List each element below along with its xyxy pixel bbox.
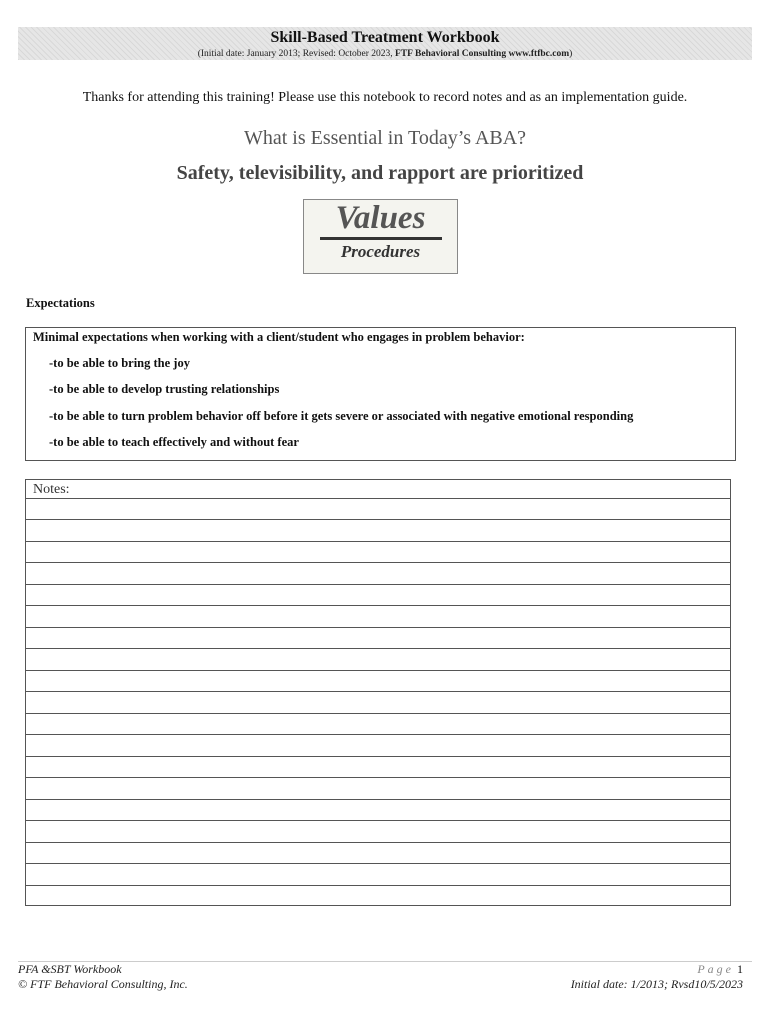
footer-right	[571, 962, 743, 992]
note-line	[26, 842, 730, 843]
footer-left	[18, 962, 188, 992]
expectations-lead: Minimal expectations when working with a client/student who engages in problem behavior:	[33, 330, 525, 344]
note-line	[26, 648, 730, 649]
footer-workbook-name: PFA &SBT Workbook	[18, 962, 122, 976]
note-line	[26, 734, 730, 735]
expectation-item: -to be able to bring the joy	[49, 356, 190, 370]
page-label: Page	[697, 962, 734, 976]
note-line	[26, 777, 730, 778]
expectations-box	[25, 327, 736, 461]
note-line	[26, 885, 730, 886]
note-line	[26, 541, 730, 542]
workbook-title: Skill-Based Treatment Workbook	[270, 29, 500, 46]
section-answer: Safety, televisibility, and rapport are prioritized	[176, 162, 584, 184]
note-line	[26, 627, 730, 628]
intro-text: Thanks for attending this training! Please use this notebook to record notes and as an implementation guide.	[82, 90, 688, 105]
notes-area[interactable]	[25, 479, 731, 906]
note-line	[26, 691, 730, 692]
procedures-label: Procedures	[340, 242, 421, 261]
expectation-item: -to be able to develop trusting relationships	[49, 382, 280, 396]
note-line	[26, 713, 730, 714]
expectation-item: -to be able to turn problem behavior off before it gets severe or associated with negative emotional responding	[49, 409, 634, 423]
page-indicator	[571, 962, 743, 977]
notes-label: Notes:	[33, 482, 70, 497]
subtitle-company: FTF Behavioral Consulting www.ftfbc.com	[395, 49, 570, 59]
expectations-heading: Expectations	[26, 296, 95, 310]
note-line	[26, 863, 730, 864]
note-line	[26, 562, 730, 563]
note-line	[26, 820, 730, 821]
note-line	[26, 584, 730, 585]
note-line	[26, 670, 730, 671]
subtitle-suffix: )	[569, 49, 573, 59]
note-line	[26, 498, 730, 499]
note-line	[26, 519, 730, 520]
subtitle-prefix: (Initial date: January 2013; Revised: October 2023,	[197, 49, 396, 59]
page-number: 1	[737, 962, 743, 976]
values-procedures-box	[303, 199, 458, 274]
workbook-header	[18, 27, 752, 60]
footer-dates: Initial date: 1/2013; Rvsd10/5/2023	[570, 977, 743, 991]
workbook-subtitle	[18, 48, 752, 60]
note-line	[26, 756, 730, 757]
footer-copyright: © FTF Behavioral Consulting, Inc.	[18, 977, 188, 991]
note-line	[26, 605, 730, 606]
values-divider	[320, 237, 442, 240]
section-question: What is Essential in Today’s ABA?	[243, 127, 527, 149]
note-line	[26, 799, 730, 800]
values-label: Values	[335, 200, 426, 236]
expectation-item: -to be able to teach effectively and without fear	[49, 435, 299, 449]
